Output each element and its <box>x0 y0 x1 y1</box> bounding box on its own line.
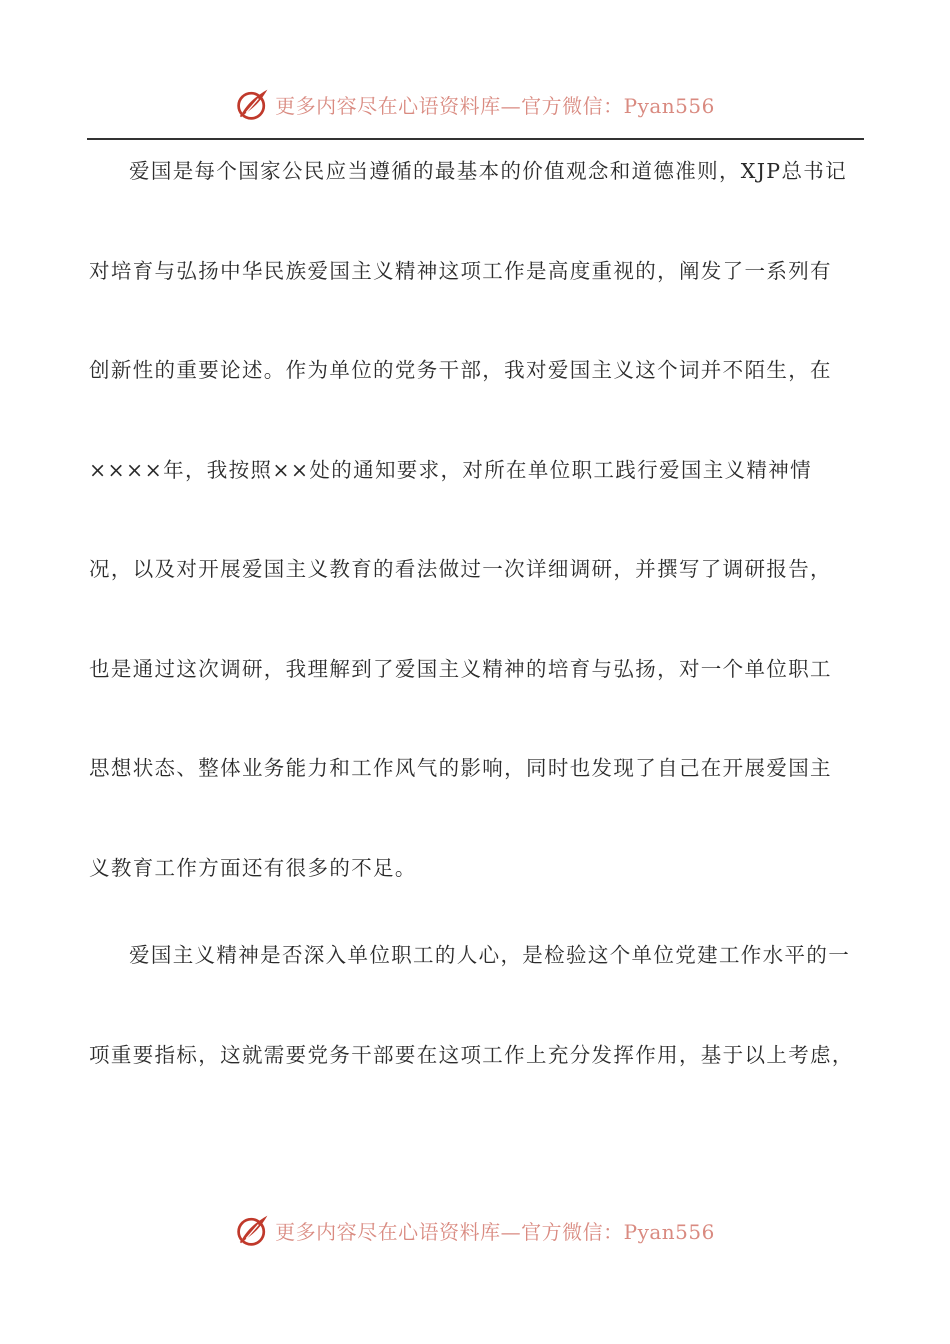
text-line: 项重要指标，这就需要党务干部要在这项工作上充分发挥作用，基于以上考虑， <box>89 1042 854 1067</box>
header-brand-text: 更多内容尽在心语资料库—官方微信：Pyan556 <box>275 93 715 118</box>
text-line: 况，以及对开展爱国主义教育的看法做过一次详细调研，并撰写了调研报告， <box>89 557 832 581</box>
footer-brand-text: 更多内容尽在心语资料库—官方微信：Pyan556 <box>275 1219 715 1244</box>
text-line: 对培育与弘扬中华民族爱国主义精神这项工作是高度重视的，阐发了一系列有 <box>89 258 832 283</box>
paragraph-1 <box>89 122 861 918</box>
page-footer <box>0 1210 950 1250</box>
quill-pen-logo-icon <box>235 1212 271 1248</box>
text-line: 爱国是每个国家公民应当遵循的最基本的价值观念和道德准则，XJP总书记 <box>129 159 848 183</box>
text-line: ××××年，我按照××处的通知要求，对所在单位职工践行爱国主义精神情 <box>89 457 812 482</box>
text-line: 也是通过这次调研，我理解到了爱国主义精神的培育与弘扬，对一个单位职工 <box>89 656 832 681</box>
text-line: 思想状态、整体业务能力和工作风气的影响，同时也发现了自己在开展爱国主 <box>89 756 832 780</box>
page-header <box>0 84 950 124</box>
quill-pen-logo-icon <box>235 86 271 122</box>
text-line: 义教育工作方面还有很多的不足。 <box>89 855 417 880</box>
text-line: 创新性的重要论述。作为单位的党务干部，我对爱国主义这个词并不陌生，在 <box>89 358 832 382</box>
paragraph-2 <box>89 906 861 1105</box>
text-line: 爱国主义精神是否深入单位职工的人心，是检验这个单位党建工作水平的一 <box>129 943 851 967</box>
